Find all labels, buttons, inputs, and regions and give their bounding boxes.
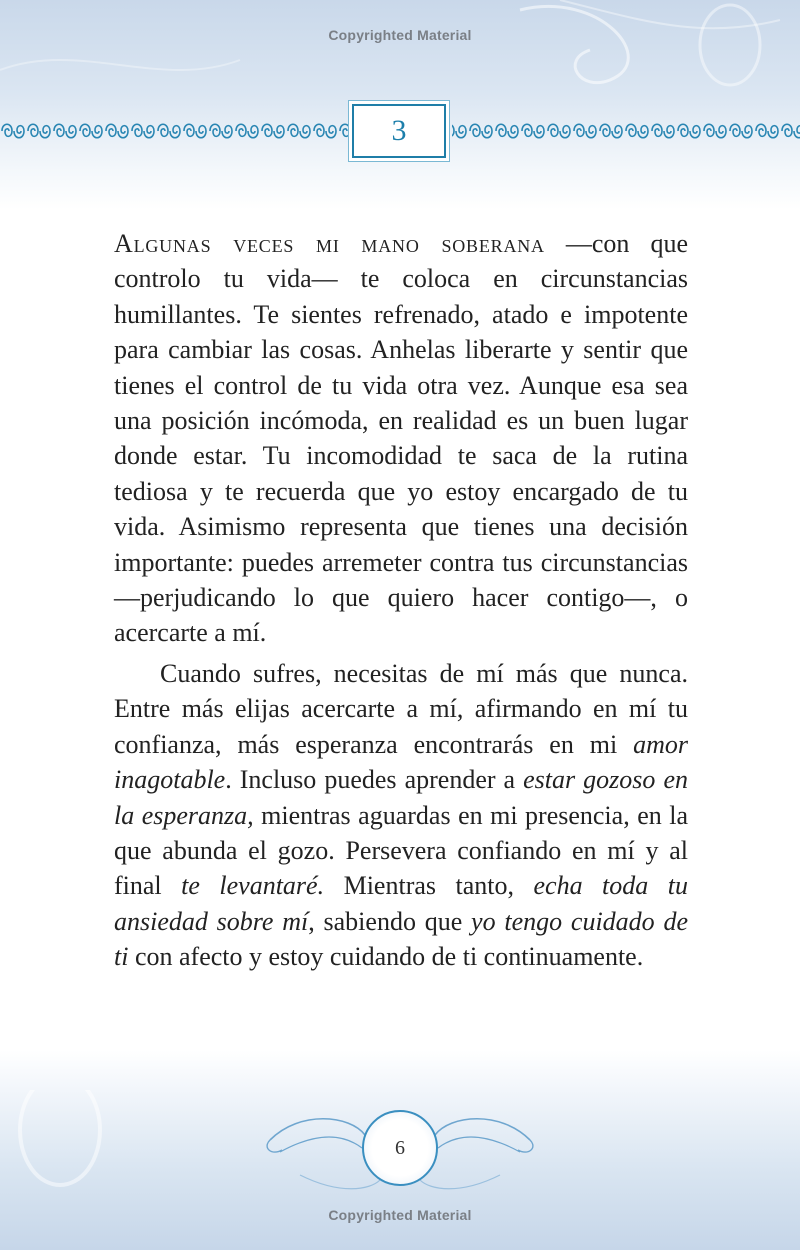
lead-in-small-caps: Algunas veces mi mano soberana bbox=[114, 229, 545, 258]
p2-italic: yo tengo cuidado de ti bbox=[114, 906, 688, 972]
p2-segment: con afecto y estoy cuidando de ti continuamente. bbox=[128, 942, 644, 972]
p2-segment: , sabiendo que bbox=[308, 906, 472, 936]
p2-italic: estar gozoso en la esperanza, bbox=[114, 765, 688, 830]
copyright-notice-top: Copyrighted Material bbox=[328, 27, 472, 43]
chapter-number: 3 bbox=[391, 114, 407, 147]
paragraph-2 bbox=[114, 656, 688, 975]
p2-italic: echa toda tu ansiedad sobre mí bbox=[114, 871, 688, 936]
devotional-text bbox=[114, 226, 688, 975]
p2-segment: mientras aguardas en mi presencia, en la que abunda el gozo. Persevera confiando en mí y al final bbox=[114, 800, 688, 901]
decorative-swirl-top bbox=[0, 0, 800, 110]
page-number: 6 bbox=[395, 1136, 405, 1159]
chapter-number-box bbox=[352, 104, 446, 158]
p2-segment: Mientras tanto, bbox=[324, 871, 534, 901]
p2-italic: amor inagotable bbox=[114, 729, 688, 795]
p2-segment: Cuando sufres, necesitas de mí más que nunca. Entre más elijas acercarte a mí, afirmando en mí tu confianza, más esperanza encontrarás en mi bbox=[114, 658, 688, 759]
paragraph-1 bbox=[114, 226, 688, 651]
p2-italic: te levantaré. bbox=[181, 871, 325, 901]
page-number-badge bbox=[362, 1110, 438, 1186]
p2-segment: . Incluso puedes aprender a bbox=[225, 765, 524, 795]
paragraph-1-text: —con que controlo tu vida— te coloca en circunstancias humillantes. Te sientes refrenado, atado e impotente para cambiar las cosas. Anhelas liberarte y sentir que tienes el control de tu vida otra vez. Aunque esa sea una posición incómoda, en realidad es un buen lugar donde estar. Tu incomodidad te saca de la rutina tediosa y te recuerda que yo estoy encargado de tu vida. Asimismo representa que tienes una decisión importante: puedes arremeter contra tus circunstancias —perjudicando lo que quiero hacer contigo—, o acercarte a mí. bbox=[114, 229, 688, 648]
copyright-notice-bottom: Copyrighted Material bbox=[328, 1207, 472, 1223]
